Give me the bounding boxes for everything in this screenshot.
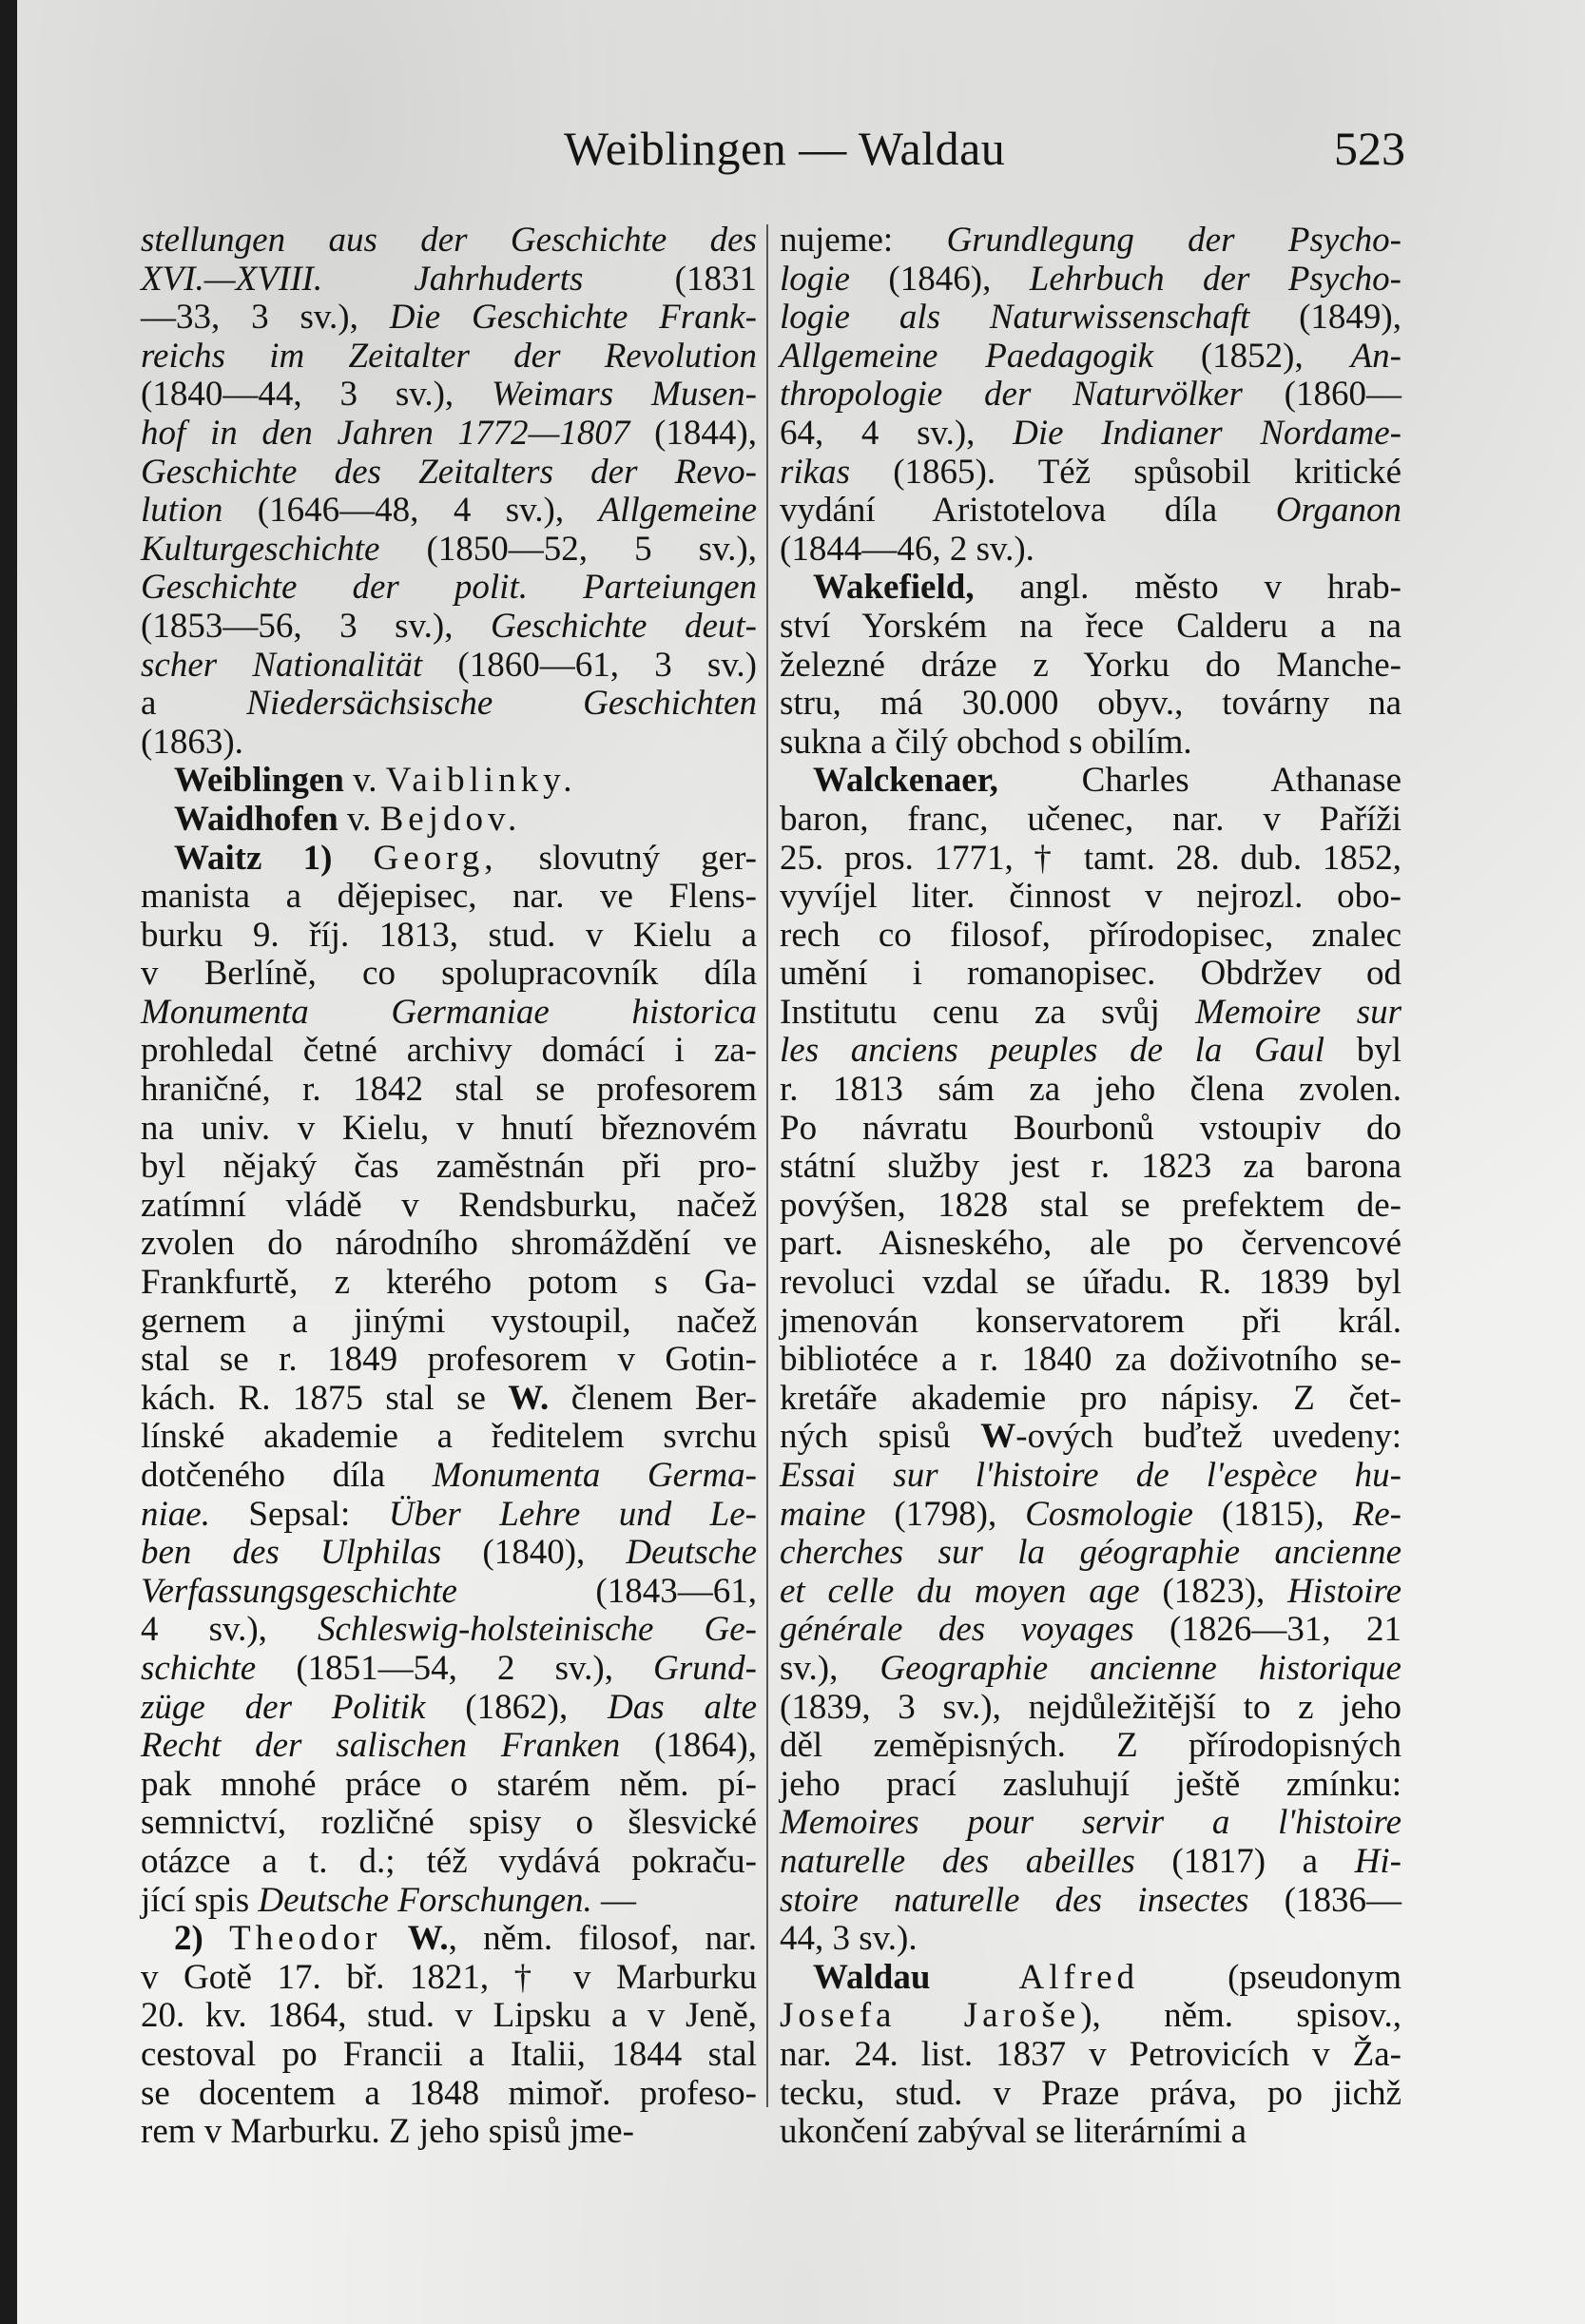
left-column-line — [141, 1534, 757, 1573]
text-run: -ových buďtež uvedeny: — [1015, 1417, 1401, 1457]
left-column-line — [141, 1418, 757, 1457]
right-column-line — [780, 1303, 1401, 1342]
right-column-line — [780, 1611, 1401, 1650]
italic-title: Lehrbuch der Psycho- — [1029, 259, 1401, 299]
text-run: členem Ber- — [549, 1378, 757, 1418]
left-column-line — [141, 376, 757, 415]
text-run: (1850—52, 5 sv.), — [379, 529, 757, 569]
left-column-line — [141, 1843, 757, 1882]
italic-title: Hi- — [1354, 1841, 1401, 1881]
left-column-line — [141, 261, 757, 300]
text-run: (1849), — [1249, 298, 1401, 338]
text-run: 4 sv.), — [141, 1610, 318, 1650]
text-run: tecku, stud. v Praze práva, po jichž — [780, 2073, 1401, 2113]
page-header — [131, 112, 1405, 188]
left-column-line — [141, 608, 757, 647]
text-run: kretáře akademie pro nápisy. Z čet- — [780, 1378, 1401, 1418]
text-run — [381, 1919, 407, 1958]
italic-title: maine — [780, 1494, 866, 1534]
italic-title: reichs im Zeitalter der Revolution — [141, 336, 757, 376]
left-column-line — [141, 415, 757, 454]
text-run: se docentem a 1848 mimoř. profeso- — [141, 2073, 757, 2113]
left-column-line — [141, 222, 757, 261]
left-column-line — [141, 1650, 757, 1689]
text-run: Sepsal: — [209, 1494, 389, 1534]
italic-title: Allgemeine — [598, 491, 757, 531]
text-run: (1860— — [1242, 375, 1401, 415]
text-run: (1864), — [620, 1726, 757, 1766]
text-run: (1843—61, — [456, 1571, 757, 1611]
text-run: povýšen, 1828 stal se prefektem de- — [780, 1185, 1401, 1225]
text-run: (1817) a — [1134, 1841, 1355, 1881]
text-run: (1839, 3 sv.), nejdůležitější to z jeho — [780, 1687, 1401, 1727]
left-column-line — [141, 1032, 757, 1071]
italic-title: logie — [780, 259, 850, 299]
italic-title: Schleswig-holsteinische Ge- — [317, 1610, 757, 1650]
italic-title: züge der Politik — [141, 1687, 426, 1727]
text-run: 44, 3 sv.). — [780, 1919, 918, 1959]
left-column-line — [141, 724, 757, 763]
left-column-line — [141, 840, 757, 879]
italic-title: Das alte — [608, 1687, 757, 1727]
text-run: rem v Marburku. Z jeho spisů jme- — [141, 2112, 634, 2152]
italic-title: scher Nationalität — [141, 645, 423, 685]
text-run: , něm. filosof, nar. — [448, 1919, 758, 1959]
right-column-line — [780, 878, 1401, 917]
italic-title: schichte — [141, 1648, 257, 1688]
text-run: jeho prací zasluhují ještě zmínku: — [780, 1764, 1401, 1804]
text-run: (1863). — [141, 722, 243, 762]
left-column-line — [141, 1496, 757, 1535]
italic-title: Deutsche Forschungen. — [258, 1880, 592, 1920]
right-column-line — [780, 1650, 1401, 1689]
text-run: slovutný ger- — [497, 838, 757, 878]
text-run: (1826—31, 21 — [1133, 1610, 1402, 1650]
text-run: nujeme: — [780, 221, 947, 260]
text-run: Frankfurtě, z kterého potom s Ga- — [141, 1263, 757, 1303]
right-column-line — [780, 1766, 1401, 1805]
text-run: (1853—56, 3 sv.), — [141, 606, 492, 646]
text-run: (1844—46, 2 sv.). — [780, 529, 1034, 569]
italic-title: Deutsche — [626, 1533, 757, 1573]
text-run: nar. 24. list. 1837 v Petrovicích v Ža- — [780, 2034, 1401, 2074]
right-column-line — [780, 1341, 1401, 1380]
right-column-line — [780, 454, 1401, 493]
text-run: (1862), — [425, 1687, 609, 1727]
italic-title: cherches sur la géographie ancienne — [780, 1533, 1401, 1573]
left-column-line — [141, 492, 757, 531]
headword: 2) — [174, 1919, 203, 1959]
left-column-line — [141, 1071, 757, 1110]
left-column-line — [141, 1611, 757, 1650]
right-column-line — [780, 917, 1401, 956]
text-run: vydání Aristotelova díla — [780, 491, 1276, 531]
italic-title: Geographie ancienne historique — [879, 1648, 1401, 1688]
right-column-line — [780, 1032, 1401, 1071]
italic-title: Weimars Musen- — [492, 375, 757, 415]
right-column-line — [780, 338, 1401, 377]
left-column-line — [141, 1689, 757, 1728]
right-column-line — [780, 261, 1401, 300]
italic-title: Allgemeine Paedagogik — [780, 336, 1153, 376]
right-column-line — [780, 569, 1401, 608]
text-run: (pseudonym — [1139, 1957, 1401, 1997]
right-column-line — [780, 1727, 1401, 1766]
italic-title: niae. — [141, 1494, 210, 1534]
left-column-line — [141, 878, 757, 917]
italic-title: Die Indianer Nordame- — [1013, 413, 1402, 453]
left-column-line — [141, 685, 757, 724]
right-column-line — [780, 685, 1401, 724]
italic-title: Verfassungsgeschichte — [141, 1571, 457, 1611]
text-run: stru, má 30.000 obyv., továrny na — [780, 684, 1401, 724]
text-run: bibliotéce a r. 1840 za doživotního se- — [780, 1340, 1401, 1380]
text-run: ), něm. spisov., — [1080, 1996, 1401, 2036]
italic-title: Die Geschichte Frank- — [389, 298, 757, 338]
text-run: rech co filosof, přírodopisec, znalec — [780, 915, 1401, 955]
text-run: burku 9. říj. 1813, stud. v Kielu a — [141, 915, 757, 955]
italic-title: Niedersächsische Geschichten — [246, 684, 757, 724]
text-run: otázce a t. d.; též vydává pokraču- — [141, 1841, 757, 1881]
italic-title: ben des Ulphilas — [141, 1533, 442, 1573]
right-column-line — [780, 1997, 1401, 2036]
left-column-line — [141, 1727, 757, 1766]
left-column-line — [141, 1766, 757, 1805]
spaced-name: Bejdov. — [379, 799, 522, 839]
left-column-line — [141, 1264, 757, 1303]
text-run: — — [591, 1880, 637, 1920]
left-column-line — [141, 338, 757, 377]
text-run: hraničné, r. 1842 stal se profesorem — [141, 1070, 757, 1110]
right-column-line — [780, 1264, 1401, 1303]
left-column — [141, 222, 757, 2152]
left-column-line — [141, 762, 757, 801]
text-run: (1823), — [1139, 1571, 1288, 1611]
spaced-name: Alfred — [1018, 1957, 1140, 1997]
italic-title: lution — [141, 491, 223, 531]
text-run: angl. město v hrab- — [974, 568, 1401, 608]
right-column-line — [780, 415, 1401, 454]
italic-title: Recht der salischen Franken — [141, 1726, 621, 1766]
text-run: (1852), — [1153, 336, 1351, 376]
text-run: gernem a jinými vystoupil, načež — [141, 1301, 757, 1341]
italic-title: stellungen aus der Geschichte des — [141, 221, 757, 260]
right-column-line — [780, 1843, 1401, 1882]
italic-title: Geschichte der polit. Parteiungen — [141, 568, 757, 608]
headword: W. — [407, 1919, 449, 1959]
text-run: kách. R. 1875 stal se — [141, 1378, 509, 1418]
italic-title: Geschichte des Zeitalters der Revo- — [141, 452, 757, 492]
left-column-line — [141, 454, 757, 493]
left-column-line — [141, 955, 757, 994]
text-run: 20. kv. 1864, stud. v Lipsku a v Jeně, — [141, 1996, 757, 2036]
right-column-line — [780, 762, 1401, 801]
right-column-line — [780, 531, 1401, 570]
right-column-line — [780, 299, 1401, 338]
text-run: r. 1813 sám za jeho člena zvolen. — [780, 1070, 1401, 1110]
left-column-line — [141, 2113, 757, 2152]
spaced-name: Josefa Jaroše — [780, 1996, 1081, 2036]
text-run: na univ. v Kielu, v hnutí březnovém — [141, 1108, 757, 1148]
text-run: vyvíjel liter. činnost v nejrozl. obo- — [780, 877, 1401, 917]
headword: Waldau — [813, 1957, 931, 1997]
text-run: manista a dějepisec, nar. ve Flens- — [141, 877, 757, 917]
text-run: Institutu cenu za svůj — [780, 992, 1196, 1032]
italic-title: Grund- — [653, 1648, 757, 1688]
text-run: ukončení zabýval se literárními a — [780, 2112, 1247, 2152]
headword: Walckenaer, — [813, 761, 998, 801]
right-column-line — [780, 840, 1401, 879]
left-column-line — [141, 2075, 757, 2114]
text-run: jmenován konservatorem při král. — [780, 1301, 1401, 1341]
text-run: 64, 4 sv.), — [780, 413, 1014, 453]
text-run: zatímní vládě v Rendsburku, načež — [141, 1185, 757, 1225]
headword: Waidhofen — [174, 799, 338, 839]
right-column-line — [780, 1148, 1401, 1187]
text-run — [332, 839, 373, 878]
italic-title: XVI.—XVIII. Jahrhuderts — [141, 259, 584, 299]
left-column-line — [141, 1341, 757, 1380]
left-column-line — [141, 1959, 757, 1998]
italic-title: Monumenta Germaniae historica — [141, 992, 757, 1032]
right-column-line — [780, 1959, 1401, 1998]
left-column-line — [141, 1380, 757, 1419]
right-column-line — [780, 1804, 1401, 1843]
italic-title: Grundlegung der Psycho- — [946, 221, 1402, 260]
right-column-line — [780, 1071, 1401, 1110]
spaced-name: Theodor — [229, 1919, 382, 1959]
text-run: (1831 — [583, 259, 757, 299]
right-column-line — [780, 1110, 1401, 1149]
right-column-line — [780, 1882, 1401, 1921]
right-column-line — [780, 608, 1401, 647]
right-column-line — [780, 955, 1401, 994]
left-column-line — [141, 1225, 757, 1264]
text-run: (1840—44, 3 sv.), — [141, 375, 493, 415]
text-run: v. — [343, 761, 386, 801]
right-column-line — [780, 1920, 1401, 1959]
text-run: byl — [1324, 1031, 1402, 1071]
right-column-line — [780, 2036, 1401, 2075]
right-column-line — [780, 222, 1401, 261]
right-column-line — [780, 801, 1401, 840]
text-run: (1846), — [849, 259, 1030, 299]
page-number: 523 — [1334, 122, 1405, 175]
italic-title: et celle du moyen age — [780, 1571, 1140, 1611]
right-column-line — [780, 1418, 1401, 1457]
running-head: Weiblingen — Waldau — [564, 122, 1006, 175]
right-column-line — [780, 376, 1401, 415]
italic-title: Memoires pour servir a l'histoire — [780, 1803, 1401, 1843]
italic-title: An- — [1350, 336, 1401, 376]
left-column-line — [141, 1457, 757, 1496]
spaced-name: Georg, — [373, 838, 498, 878]
text-run: (1815), — [1192, 1494, 1353, 1534]
text-run: sv.), — [780, 1648, 880, 1688]
italic-title: naturelle des abeilles — [780, 1841, 1135, 1881]
headword: Waitz 1) — [174, 838, 333, 878]
headword: W — [980, 1417, 1016, 1457]
text-run: v Gotě 17. bř. 1821, † v Marburku — [141, 1957, 757, 1997]
text-run: sukna a čilý obchod s obilím. — [780, 722, 1192, 762]
headword: Weiblingen — [174, 761, 344, 801]
left-column-line — [141, 917, 757, 956]
text-run: Po návratu Bourbonů vstoupiv do — [780, 1108, 1401, 1148]
italic-title: Re- — [1352, 1494, 1401, 1534]
italic-title: rikas — [780, 452, 850, 492]
left-column-line — [141, 1303, 757, 1342]
text-run: (1836— — [1248, 1880, 1402, 1920]
right-column-line — [780, 1380, 1401, 1419]
text-run: byl nějaký čas zaměstnán při pro- — [141, 1147, 757, 1187]
italic-title: Cosmologie — [1025, 1494, 1193, 1534]
italic-title: logie als Naturwissenschaft — [780, 298, 1250, 338]
left-column-line — [141, 647, 757, 686]
left-column-line — [141, 2036, 757, 2075]
text-run: státní služby jest r. 1823 za barona — [780, 1147, 1401, 1187]
text-run: (1798), — [865, 1494, 1026, 1534]
text-run: (1851—54, 2 sv.), — [256, 1648, 654, 1688]
left-column-line — [141, 1148, 757, 1187]
italic-title: thropologie der Naturvölker — [780, 375, 1243, 415]
italic-title: générale des voyages — [780, 1610, 1134, 1650]
scanned-page — [17, 0, 1585, 2324]
right-column-line — [780, 2075, 1401, 2114]
right-column-line — [780, 724, 1401, 763]
text-run: pak mnohé práce o starém něm. pí- — [141, 1764, 757, 1804]
left-column-line — [141, 1997, 757, 2036]
right-column-line — [780, 492, 1401, 531]
left-column-line — [141, 1110, 757, 1149]
text-run: part. Aisneského, ale po červencové — [780, 1224, 1401, 1264]
left-column-line — [141, 994, 757, 1033]
text-run: (1844), — [629, 413, 757, 453]
text-run: ných spisů — [780, 1417, 981, 1457]
right-column-line — [780, 1573, 1401, 1612]
right-column-line — [780, 647, 1401, 686]
text-run: umění i romanopisec. Obdržev od — [780, 954, 1401, 994]
right-column-line — [780, 1496, 1401, 1535]
left-column-line — [141, 1187, 757, 1226]
left-column-line — [141, 1573, 757, 1612]
text-run: (1860—61, 3 sv.) — [422, 645, 758, 685]
spaced-name: Vaiblinky. — [385, 761, 577, 801]
text-run: v Berlíně, co spolupracovník díla — [141, 954, 757, 994]
left-column-line — [141, 1920, 757, 1959]
italic-title: Essai sur l'histoire de l'espèce hu- — [780, 1456, 1401, 1495]
left-column-line — [141, 569, 757, 608]
text-run: Charles Athanase — [997, 761, 1401, 801]
italic-title: stoire naturelle des insectes — [780, 1880, 1249, 1920]
text-run: jící spis — [141, 1880, 259, 1920]
text-run: línské akademie a ředitelem svrchu — [141, 1417, 757, 1457]
left-column-line — [141, 1882, 757, 1921]
italic-title: hof in den Jahren 1772—1807 — [141, 413, 630, 453]
text-run: baron, franc, učenec, nar. v Paříži — [780, 799, 1401, 839]
text-run: 25. pros. 1771, † tamt. 28. dub. 1852, — [780, 838, 1401, 878]
text-run: (1646—48, 4 sv.), — [222, 491, 599, 531]
italic-title: Organon — [1275, 491, 1401, 531]
text-run: v. — [338, 799, 380, 839]
text-run: (1865). Též spůsobil kritické — [850, 452, 1401, 492]
column-divider — [766, 224, 768, 2107]
text-run: zvolen do národního shromáždění ve — [141, 1224, 757, 1264]
text-run: dotčeného díla — [141, 1456, 433, 1495]
right-column — [780, 222, 1401, 2152]
left-column-line — [141, 531, 757, 570]
left-column-line — [141, 299, 757, 338]
text-run: ství Yorském na řece Calderu a na — [780, 606, 1401, 646]
text-run — [930, 1958, 1018, 1997]
text-run: (1840), — [441, 1533, 627, 1573]
italic-title: les anciens peuples de la Gaul — [780, 1031, 1325, 1071]
right-column-line — [780, 1534, 1401, 1573]
text-run: železné dráze z Yorku do Manche- — [780, 645, 1401, 685]
text-run: semnictví, rozličné spisy o šlesvické — [141, 1803, 757, 1843]
right-column-line — [780, 1187, 1401, 1226]
italic-title: Histoire — [1287, 1571, 1401, 1611]
text-run: a — [141, 684, 247, 724]
text-run — [203, 1919, 229, 1958]
text-run: stal se r. 1849 profesorem v Gotin- — [141, 1340, 757, 1380]
italic-title: Memoire sur — [1195, 992, 1401, 1032]
right-column-line — [780, 1225, 1401, 1264]
right-column-line — [780, 994, 1401, 1033]
right-column-line — [780, 1457, 1401, 1496]
headword: Wakefield, — [813, 568, 975, 608]
italic-title: Über Lehre und Le- — [388, 1494, 757, 1534]
headword: W. — [508, 1378, 550, 1418]
right-column-line — [780, 1689, 1401, 1728]
italic-title: Kulturgeschichte — [141, 529, 380, 569]
text-run: děl zeměpisných. Z přírodopisných — [780, 1726, 1401, 1766]
left-column-line — [141, 801, 757, 840]
text-run: cestoval po Francii a Italii, 1844 stal — [141, 2034, 757, 2074]
italic-title: Monumenta Germa- — [432, 1456, 757, 1495]
left-column-line — [141, 1804, 757, 1843]
text-run: prohledal četné archivy domácí i za- — [141, 1031, 757, 1071]
text-run: revoluci vzdal se úřadu. R. 1839 byl — [780, 1263, 1401, 1303]
right-column-line — [780, 2113, 1401, 2152]
italic-title: Geschichte deut- — [491, 606, 757, 646]
text-run: —33, 3 sv.), — [141, 298, 390, 338]
